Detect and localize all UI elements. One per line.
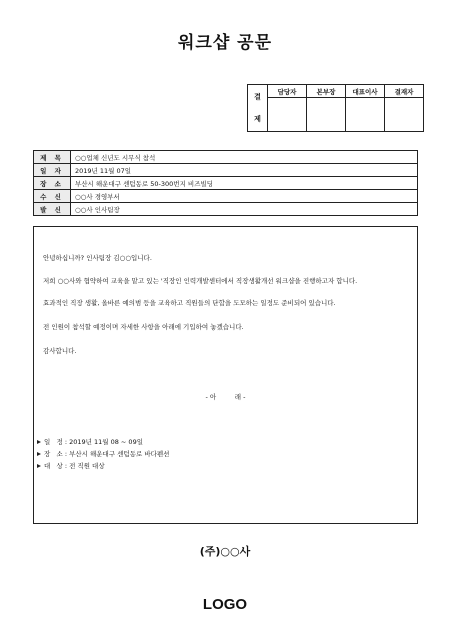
detail-item-text: 대 상 : 전 직원 대상	[44, 462, 105, 470]
body-paragraph-1: 저희 ○○사와 협약하여 교육을 맡고 있는 '직장인 인력개발센터에서 직장생활개선 워크샵을 진행하고자 합니다.	[43, 277, 358, 285]
below-marker: - 아 래 -	[205, 393, 246, 401]
info-table	[33, 150, 418, 216]
detail-item-schedule	[37, 437, 143, 446]
detail-item-text: 장 소 : 부산시 해운대구 센텀동로 바다펜션	[44, 450, 170, 458]
approval-sign-ceo	[346, 98, 385, 132]
approval-box	[247, 84, 424, 132]
letter-body	[33, 226, 418, 524]
info-value: 부산시 해운대구 센텀동로 50-300번지 비즈빌딩	[71, 177, 418, 190]
company-name: (주)○○사	[199, 545, 251, 558]
info-label: 제 목	[34, 151, 71, 164]
info-value: ○○업체 신년도 시무식 참석	[71, 151, 418, 164]
approval-role-ceo: 대표이사	[346, 85, 385, 98]
detail-item-text: 일 정 : 2019년 11월 08 ~ 09일	[44, 438, 143, 446]
document-title: 워크샵 공문	[177, 33, 273, 53]
approval-sign-staff	[268, 98, 307, 132]
info-value: ○○사 인사팀장	[71, 203, 418, 216]
info-label: 수 신	[34, 190, 71, 203]
triangle-bullet-icon	[37, 464, 41, 468]
approval-header-top: 결	[254, 93, 261, 101]
approval-header	[248, 85, 268, 132]
info-label: 장 소	[34, 177, 71, 190]
greeting-text: 안녕하십니까? 인사팀장 김○○입니다.	[43, 254, 152, 262]
info-row-subject	[34, 151, 418, 164]
info-row-sender	[34, 203, 418, 216]
approval-role-staff: 담당자	[268, 85, 307, 98]
triangle-bullet-icon	[37, 452, 41, 456]
detail-item-place	[37, 449, 169, 458]
info-row-date	[34, 164, 418, 177]
approval-sign-director	[307, 98, 346, 132]
body-paragraph-3: 전 인원이 참석할 예정이며 자세한 사항을 아래에 기입하여 놓겠습니다.	[43, 323, 244, 331]
info-label: 발 신	[34, 203, 71, 216]
thanks-text: 감사합니다.	[43, 347, 77, 355]
info-value: ○○사 경영부서	[71, 190, 418, 203]
approval-role-approver: 결재자	[385, 85, 424, 98]
info-row-place	[34, 177, 418, 190]
detail-item-target	[37, 461, 105, 470]
logo: LOGO	[202, 596, 248, 613]
approval-header-bottom: 제	[254, 115, 261, 123]
approval-sign-approver	[385, 98, 424, 132]
info-row-recipient	[34, 190, 418, 203]
triangle-bullet-icon	[37, 440, 41, 444]
info-label: 일 자	[34, 164, 71, 177]
body-paragraph-2: 효과적인 직장 생활, 올바른 예의범 등을 교육하고 직원들의 단합을 도모하는 일정도 준비되어 있습니다.	[43, 299, 336, 307]
approval-role-director: 본부장	[307, 85, 346, 98]
info-value: 2019년 11월 07일	[71, 164, 418, 177]
